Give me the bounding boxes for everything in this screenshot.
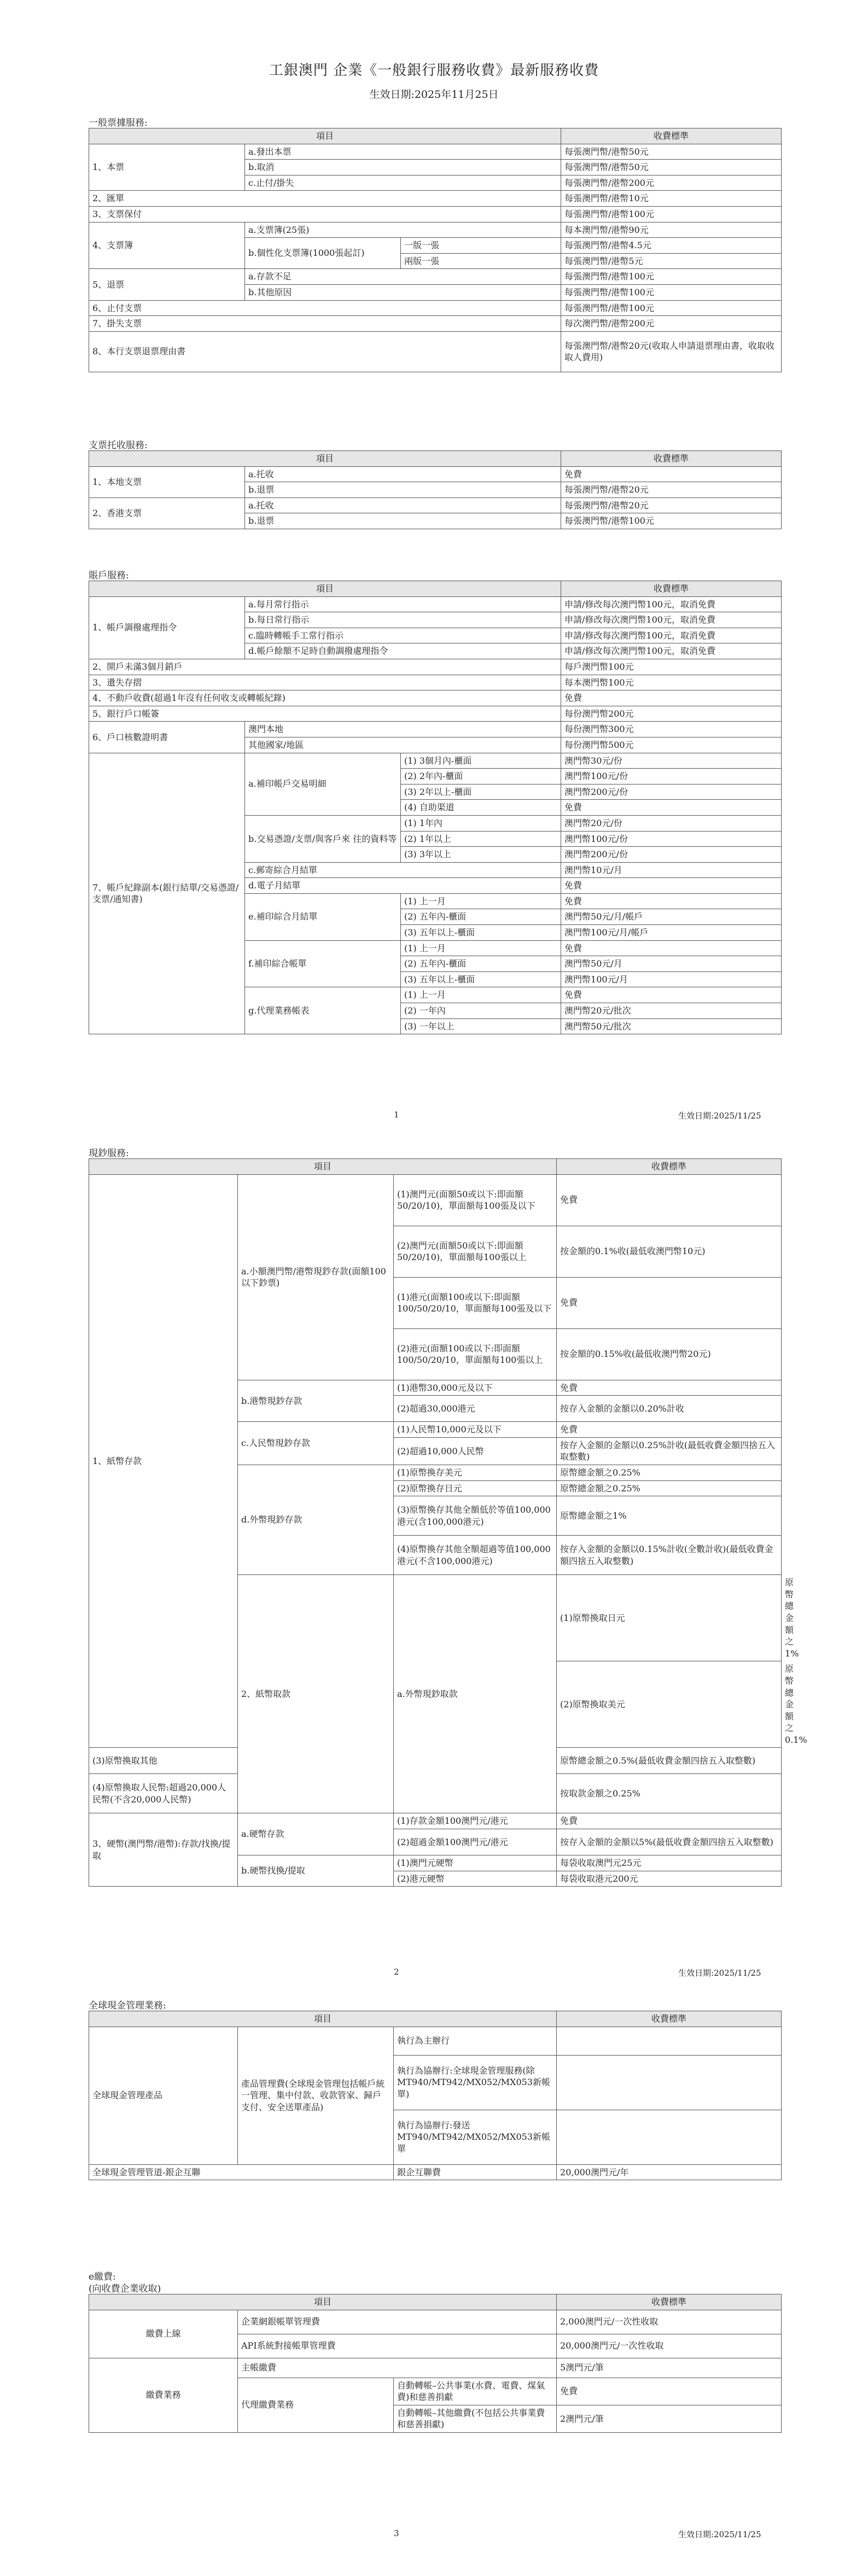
table-cell: 其他國家/地區 (245, 737, 561, 753)
table-cell: 20,000澳門元/一次性收取 (557, 2334, 782, 2358)
table-cell: 兩版一張 (401, 253, 561, 269)
table-cell: 澳門幣30元/份 (561, 753, 782, 769)
table-cell: 每張澳門幣/港幣4.5元 (561, 238, 782, 254)
table-cell: b.其他原因 (245, 284, 561, 300)
table-cell: a.小額澳門幣/港幣現鈔存款(面額100以下鈔票) (238, 1174, 394, 1380)
table-cell: 澳門幣10元/月 (561, 862, 782, 878)
table-cell: 3、遺失存摺 (89, 675, 561, 690)
table-header (89, 451, 782, 467)
table-cell: 6、戶口核數證明書 (89, 722, 245, 753)
section-label: 一般票據服務: (89, 118, 148, 128)
table-header (89, 1159, 782, 1175)
table-header-cell: 項目 (89, 1159, 557, 1175)
table-cell: 2、紙幣取款 (238, 1575, 394, 1813)
table-cell: 每袋收取港元200元 (557, 1871, 782, 1887)
table-cell: 全球現金管理管道-銀企互聯 (89, 2164, 394, 2180)
table-cell: 2、香港支票 (89, 497, 245, 529)
table-cell: 免費 (557, 1813, 782, 1829)
table-cell: 澳門幣50元/月/帳戶 (561, 909, 782, 925)
table-cell: (2) 一年內 (401, 1003, 561, 1019)
table-cell: 按金額的0.15%收(最低收澳門幣20元) (557, 1328, 782, 1380)
table-cell: (4)原幣換取人民幣:超過20,000人民幣(不含20,000人民幣) (89, 1774, 238, 1813)
table-cell: 5、銀行戶口帳簽 (89, 706, 561, 722)
table-cell: 企業網銀帳單管理費 (238, 2310, 557, 2334)
table-header-cell: 項目 (89, 2011, 557, 2027)
table-cell: (3) 3年以上 (401, 847, 561, 863)
table-cell: (2) 2年內-櫃面 (401, 769, 561, 784)
table-cell: (2) 1年以上 (401, 831, 561, 847)
table-cell: b.退票 (245, 482, 561, 498)
table-cell: (3) 五年以上-櫃面 (401, 971, 561, 987)
table-cell: d.電子月結單 (245, 878, 561, 894)
table-cell: (2) 五年內-櫃面 (401, 909, 561, 925)
table-row (89, 722, 782, 737)
fee-table-account (89, 581, 782, 1034)
section-label: e繳費: (89, 2271, 116, 2282)
table-cell: c.郵寄綜合月結單 (245, 862, 561, 878)
table-row (89, 206, 782, 222)
table-cell: (2)澳門元(面額50或以下:即面額50/20/10)，單面額每100張以上 (394, 1226, 557, 1277)
table-header-cell: 收費標準 (557, 2294, 782, 2310)
table-cell: 繳費業務 (89, 2358, 238, 2432)
table-cell: (3) 五年以上-櫃面 (401, 925, 561, 941)
table-cell: (4) 自助渠道 (401, 800, 561, 816)
table-cell: 20,000澳門元/年 (557, 2164, 782, 2180)
table-cell: (2)超過30,000港元 (394, 1396, 557, 1422)
table-cell: 免費 (561, 940, 782, 956)
table-cell: 每本澳門幣100元 (561, 675, 782, 690)
table-cell: a.存款不足 (245, 269, 561, 285)
table-cell: 原幣總金額之0.25% (557, 1480, 782, 1496)
table-cell: b.退票 (245, 513, 561, 529)
table-cell: 執行為協辦行:全球現金管理服務(除MT940/MT942/MX052/MX053新帳單) (394, 2055, 557, 2110)
table-row (89, 331, 782, 372)
table-cell: 每張澳門幣/港幣50元 (561, 144, 782, 160)
table-cell: 申請/修改每次澳門幣100元，取消免費 (561, 628, 782, 643)
table-row (89, 690, 782, 706)
table-cell: 澳門幣20元/份 (561, 815, 782, 831)
fee-table-gcm (89, 2011, 782, 2180)
page-date: 生效日期:2025/11/25 (678, 1111, 761, 1121)
table-cell: 5澳門元/筆 (557, 2358, 782, 2378)
table-cell: 免費 (557, 1380, 782, 1396)
table-cell: a.補印帳戶交易明細 (245, 753, 401, 815)
table-cell: 每本澳門幣/港幣90元 (561, 222, 782, 238)
table-cell: 免費 (557, 1277, 782, 1328)
table-cell: 每張澳門幣/港幣10元 (561, 191, 782, 207)
table-cell: (1) 上一月 (401, 893, 561, 909)
table-cell: 2、匯單 (89, 191, 561, 207)
table-cell: 1、帳戶調撥處理指令 (89, 596, 245, 659)
table-cell: 1、紙幣存款 (89, 1174, 238, 1748)
table-cell: 6、止付支票 (89, 300, 561, 316)
table-row (89, 144, 782, 160)
table-cell: (1)人民幣10,000元及以下 (394, 1422, 557, 1438)
table-cell: 澳門幣20元/批次 (561, 1003, 782, 1019)
table-cell: (1)澳門元(面額50或以下:即面額50/20/10)，單面額每100張及以下 (394, 1174, 557, 1226)
page-date: 生效日期:2025/11/25 (678, 1968, 761, 1978)
table-row (89, 596, 782, 612)
table-cell: 澳門幣100元/份 (561, 769, 782, 784)
table-cell: a.外幣現鈔取款 (394, 1575, 557, 1813)
table-header-cell: 項目 (89, 2294, 557, 2310)
table-header-cell: 收費標準 (561, 451, 782, 467)
table-cell: 澳門幣100元/份 (561, 831, 782, 847)
table-header (89, 2011, 782, 2027)
table-cell: 申請/修改每次澳門幣100元，取消免費 (561, 612, 782, 628)
table-row (89, 300, 782, 316)
table-cell: a.托收 (245, 466, 561, 482)
table-cell: a.支票簿(25張) (245, 222, 561, 238)
table-cell: 每張澳門幣/港幣5元 (561, 253, 782, 269)
section-label: 現鈔服務: (89, 1148, 129, 1159)
table-cell: 繳費上線 (89, 2310, 238, 2358)
table-cell: 每張澳門幣/港幣20元(收取人申請退票理由書，收取收取人費用) (561, 331, 782, 372)
table-cell: 免費 (557, 2378, 782, 2405)
effective-date: 生效日期:2025年11月25日 (369, 89, 499, 101)
table-cell: 澳門幣50元/月 (561, 956, 782, 972)
table-cell: 每份澳門幣500元 (561, 737, 782, 753)
table-cell: b.個性化支票簿(1000張起訂) (245, 238, 401, 269)
table-cell: 主帳繳費 (238, 2358, 557, 2378)
table-row (89, 659, 782, 675)
table-cell (557, 2055, 782, 2110)
table-header-cell: 收費標準 (561, 581, 782, 597)
table-cell: 澳門幣200元/份 (561, 784, 782, 800)
table-cell: 7、帳戶紀錄副本(銀行結單/交易憑證/支票/通知書) (89, 753, 245, 1034)
page-date: 生效日期:2025/11/25 (678, 2530, 761, 2539)
table-header-cell: 收費標準 (557, 2011, 782, 2027)
table-cell: (1)港元(面額100或以下:即面額100/50/20/10，單面額每100張及以下 (394, 1277, 557, 1328)
table-cell: c.臨時轉帳手工常行指示 (245, 628, 561, 643)
table-cell: 每張澳門幣/港幣50元 (561, 160, 782, 175)
table-cell: 澳門幣100元/月/帳戶 (561, 925, 782, 941)
table-cell: 申請/修改每次澳門幣100元，取消免費 (561, 643, 782, 659)
table-cell: (1)澳門元硬幣 (394, 1855, 557, 1871)
table-cell: 每張澳門幣/港幣20元 (561, 497, 782, 513)
section-sublabel: (向收費企業收取) (89, 2284, 161, 2294)
table-cell: 8、本行支票退票理由書 (89, 331, 561, 372)
table-cell: 1、本票 (89, 144, 245, 191)
table-cell: a.托收 (245, 497, 561, 513)
table-cell: 澳門幣100元/月 (561, 971, 782, 987)
table-cell: 2、開戶未滿3個月銷戶 (89, 659, 561, 675)
table-cell: (3) 2年以上-櫃面 (401, 784, 561, 800)
table-row (89, 1813, 782, 1829)
table-header-cell: 項目 (89, 581, 561, 597)
table-row (89, 2358, 782, 2378)
table-cell: 每張澳門幣/港幣100元 (561, 300, 782, 316)
table-row (89, 1174, 782, 1226)
table-cell: 按存入金額的金額以5%(最低收費金額四捨五入取整數) (557, 1829, 782, 1855)
table-cell: 3、支票保付 (89, 206, 561, 222)
table-cell: 每張澳門幣/港幣100元 (561, 269, 782, 285)
table-row (89, 466, 782, 482)
table-cell: (2)超過10,000人民幣 (394, 1437, 557, 1465)
table-row: 2、紙幣取款 a.外幣現鈔取款 (1)原幣換取日元 原幣總金額之1% (89, 1575, 782, 1661)
table-cell: a.硬幣存款 (238, 1813, 394, 1855)
table-cell: 代理繳費業務 (238, 2378, 394, 2432)
section-label: 全球現金管理業務: (89, 2000, 166, 2011)
table-cell: d.外幣現鈔存款 (238, 1465, 394, 1574)
table-row (89, 269, 782, 285)
table-cell: (2)港元(面額100或以下:即面額100/50/20/10，單面額每100張以上 (394, 1328, 557, 1380)
table-cell: 免費 (561, 878, 782, 894)
table-cell: c.人民幣現鈔存款 (238, 1422, 394, 1465)
table-row (89, 2027, 782, 2055)
table-cell: (1)港幣30,000元及以下 (394, 1380, 557, 1396)
table-cell (557, 2027, 782, 2055)
table-cell (557, 2110, 782, 2164)
table-cell: (1) 上一月 (401, 987, 561, 1003)
table-cell: 按取款金額之0.25% (557, 1774, 782, 1813)
table-header (89, 128, 782, 144)
table-cell: 免費 (557, 1174, 782, 1226)
table-cell: 產品管理費(全球現金管理包括帳戶統一管理、集中付款、收款管家、歸戶 支付、安全送單產品) (238, 2027, 394, 2164)
table-cell: 按存入金額的金額以0.15%計收(全數計收)(最低收費金額四捨五入取整數) (557, 1536, 782, 1575)
table-cell: API系統對接帳單管理費 (238, 2334, 557, 2358)
table-cell: 按金額的0.1%收(最低收澳門幣10元) (557, 1226, 782, 1277)
table-cell: 每張澳門幣/港幣100元 (561, 206, 782, 222)
table-row (89, 2310, 782, 2334)
table-cell: 免費 (561, 800, 782, 816)
table-cell: (2) 五年內-櫃面 (401, 956, 561, 972)
table-cell: 2,000澳門元/一次性收取 (557, 2310, 782, 2334)
table-cell: 4、支票簿 (89, 222, 245, 269)
table-cell: 澳門幣50元/批次 (561, 1018, 782, 1034)
table-cell: 免費 (561, 690, 782, 706)
table-cell: 2澳門元/筆 (557, 2405, 782, 2432)
table-header (89, 2294, 782, 2310)
table-cell: (1) 1年內 (401, 815, 561, 831)
section-label: 支票托收服務: (89, 440, 148, 451)
table-row (89, 222, 782, 238)
table-cell: (2)超過金額100澳門元/港元 (394, 1829, 557, 1855)
table-cell: 執行為主辦行 (394, 2027, 557, 2055)
table-row (89, 497, 782, 513)
table-header-cell: 收費標準 (561, 128, 782, 144)
table-row (89, 753, 782, 769)
table-cell: f.補印綜合帳單 (245, 940, 401, 987)
table-cell: 一版一張 (401, 238, 561, 254)
table-cell: d.帳戶餘額不足時自動調撥處理指令 (245, 643, 561, 659)
table-row (89, 675, 782, 690)
table-cell: (4)原幣換存其他全額超過等值100,000港元(不含100,000港元) (394, 1536, 557, 1575)
table-cell: g.代理業務帳表 (245, 987, 401, 1034)
table-cell: (1)原幣換存美元 (394, 1465, 557, 1480)
table-cell: 4、不動戶收費(超過1年沒有任何收支或轉帳紀錄) (89, 690, 561, 706)
doc-title: 工銀澳門 企業《一般銀行服務收費》最新服務收費 (269, 62, 599, 79)
table-cell: b.硬幣找換/提取 (238, 1855, 394, 1887)
table-header (89, 581, 782, 597)
table-cell: (3)原幣換存其他全額低於等值100,000港元(含100,000港元) (394, 1496, 557, 1536)
page-number: 2 (394, 1967, 399, 1977)
table-cell: 每張澳門幣/港幣200元 (561, 175, 782, 191)
table-cell: 原幣總金額之0.25% (557, 1465, 782, 1480)
table-cell: b.每日常行指示 (245, 612, 561, 628)
table-cell: 銀企互聯費 (394, 2164, 557, 2180)
table-cell: b.港幣現鈔存款 (238, 1380, 394, 1422)
table-cell: 免費 (561, 466, 782, 482)
table-cell: a.每月常行指示 (245, 596, 561, 612)
table-cell: 免費 (557, 1422, 782, 1438)
table-cell: 原幣總金額之1% (557, 1496, 782, 1536)
table-cell: 每次澳門幣/港幣200元 (561, 316, 782, 332)
table-cell: 3、硬幣(澳門幣/港幣):存款/找換/提取 (89, 1813, 238, 1887)
table-cell: 5、退票 (89, 269, 245, 300)
fee-table-epay (89, 2294, 782, 2433)
page-number: 3 (394, 2528, 399, 2538)
table-cell: 1、本地支票 (89, 466, 245, 497)
table-cell: (2)原幣換存日元 (394, 1480, 557, 1496)
table-cell: 澳門幣200元/份 (561, 847, 782, 863)
table-cell: 7、掛失支票 (89, 316, 561, 332)
table-cell: (1) 上一月 (401, 940, 561, 956)
table-cell: 每份澳門幣200元 (561, 706, 782, 722)
table-row: (2)原幣換取美元 原幣總金額之0.1% (89, 1661, 782, 1748)
table-cell: 澳門本地 (245, 722, 561, 737)
table-row (89, 316, 782, 332)
fee-table-collection (89, 450, 782, 529)
fee-table-bills (89, 128, 782, 372)
table-header-cell: 項目 (89, 451, 561, 467)
table-cell: b.取消 (245, 160, 561, 175)
table-row (89, 191, 782, 207)
table-cell: e.補印綜合月結單 (245, 893, 401, 940)
table-row (89, 706, 782, 722)
fee-table-cash (89, 1158, 807, 1887)
table-cell: 按存入金額的金額以0.20%計收 (557, 1396, 782, 1422)
table-cell: 每張澳門幣/港幣20元 (561, 482, 782, 498)
table-header-cell: 收費標準 (557, 1159, 782, 1175)
table-cell: (1)原幣換取日元 (557, 1575, 782, 1661)
table-cell: 每份澳門幣300元 (561, 722, 782, 737)
table-row (89, 2164, 782, 2180)
table-cell: (1)存款金額100澳門元/港元 (394, 1813, 557, 1829)
table-cell: a.發出本票 (245, 144, 561, 160)
table-cell: 按存入金額的金額以0.25%計收(最低收費金額四捨五入取整數) (557, 1437, 782, 1465)
table-cell: c.止付/掛失 (245, 175, 561, 191)
table-cell: 每張澳門幣/港幣100元 (561, 513, 782, 529)
table-cell: 申請/修改每次澳門幣100元，取消免費 (561, 596, 782, 612)
table-cell: 原幣總金額之0.5%(最低收費金額四捨五入取整數) (557, 1748, 782, 1774)
table-cell: 免費 (561, 987, 782, 1003)
table-cell: 執行為協辦行:發送MT940/MT942/MX052/MX053新帳單 (394, 2110, 557, 2164)
table-cell: 自動轉帳–公共事業(水費、電費、煤氣費)和慈善捐獻 (394, 2378, 557, 2405)
table-cell: 每戶澳門幣100元 (561, 659, 782, 675)
section-label: 賬戶服務: (89, 570, 129, 581)
table-header-cell: 項目 (89, 128, 561, 144)
table-cell: 全球現金管理產品 (89, 2027, 238, 2164)
table-cell: 自動轉帳–其他繳費(不包括公共事業費和慈善捐獻) (394, 2405, 557, 2432)
table-cell: (3) 一年以上 (401, 1018, 561, 1034)
page-number: 1 (394, 1110, 399, 1120)
table-cell: b.交易憑證/支票/與客戶來 往的資料等 (245, 815, 401, 862)
table-cell: 每張澳門幣/港幣100元 (561, 284, 782, 300)
table-cell: (2)原幣換取美元 (557, 1661, 782, 1748)
table-cell: 免費 (561, 893, 782, 909)
table-cell: (3)原幣換取其他 (89, 1748, 238, 1774)
table-cell: 每袋收取澳門元25元 (557, 1855, 782, 1871)
table-cell: (1) 3個月內-櫃面 (401, 753, 561, 769)
table-cell: (2)港元硬幣 (394, 1871, 557, 1887)
